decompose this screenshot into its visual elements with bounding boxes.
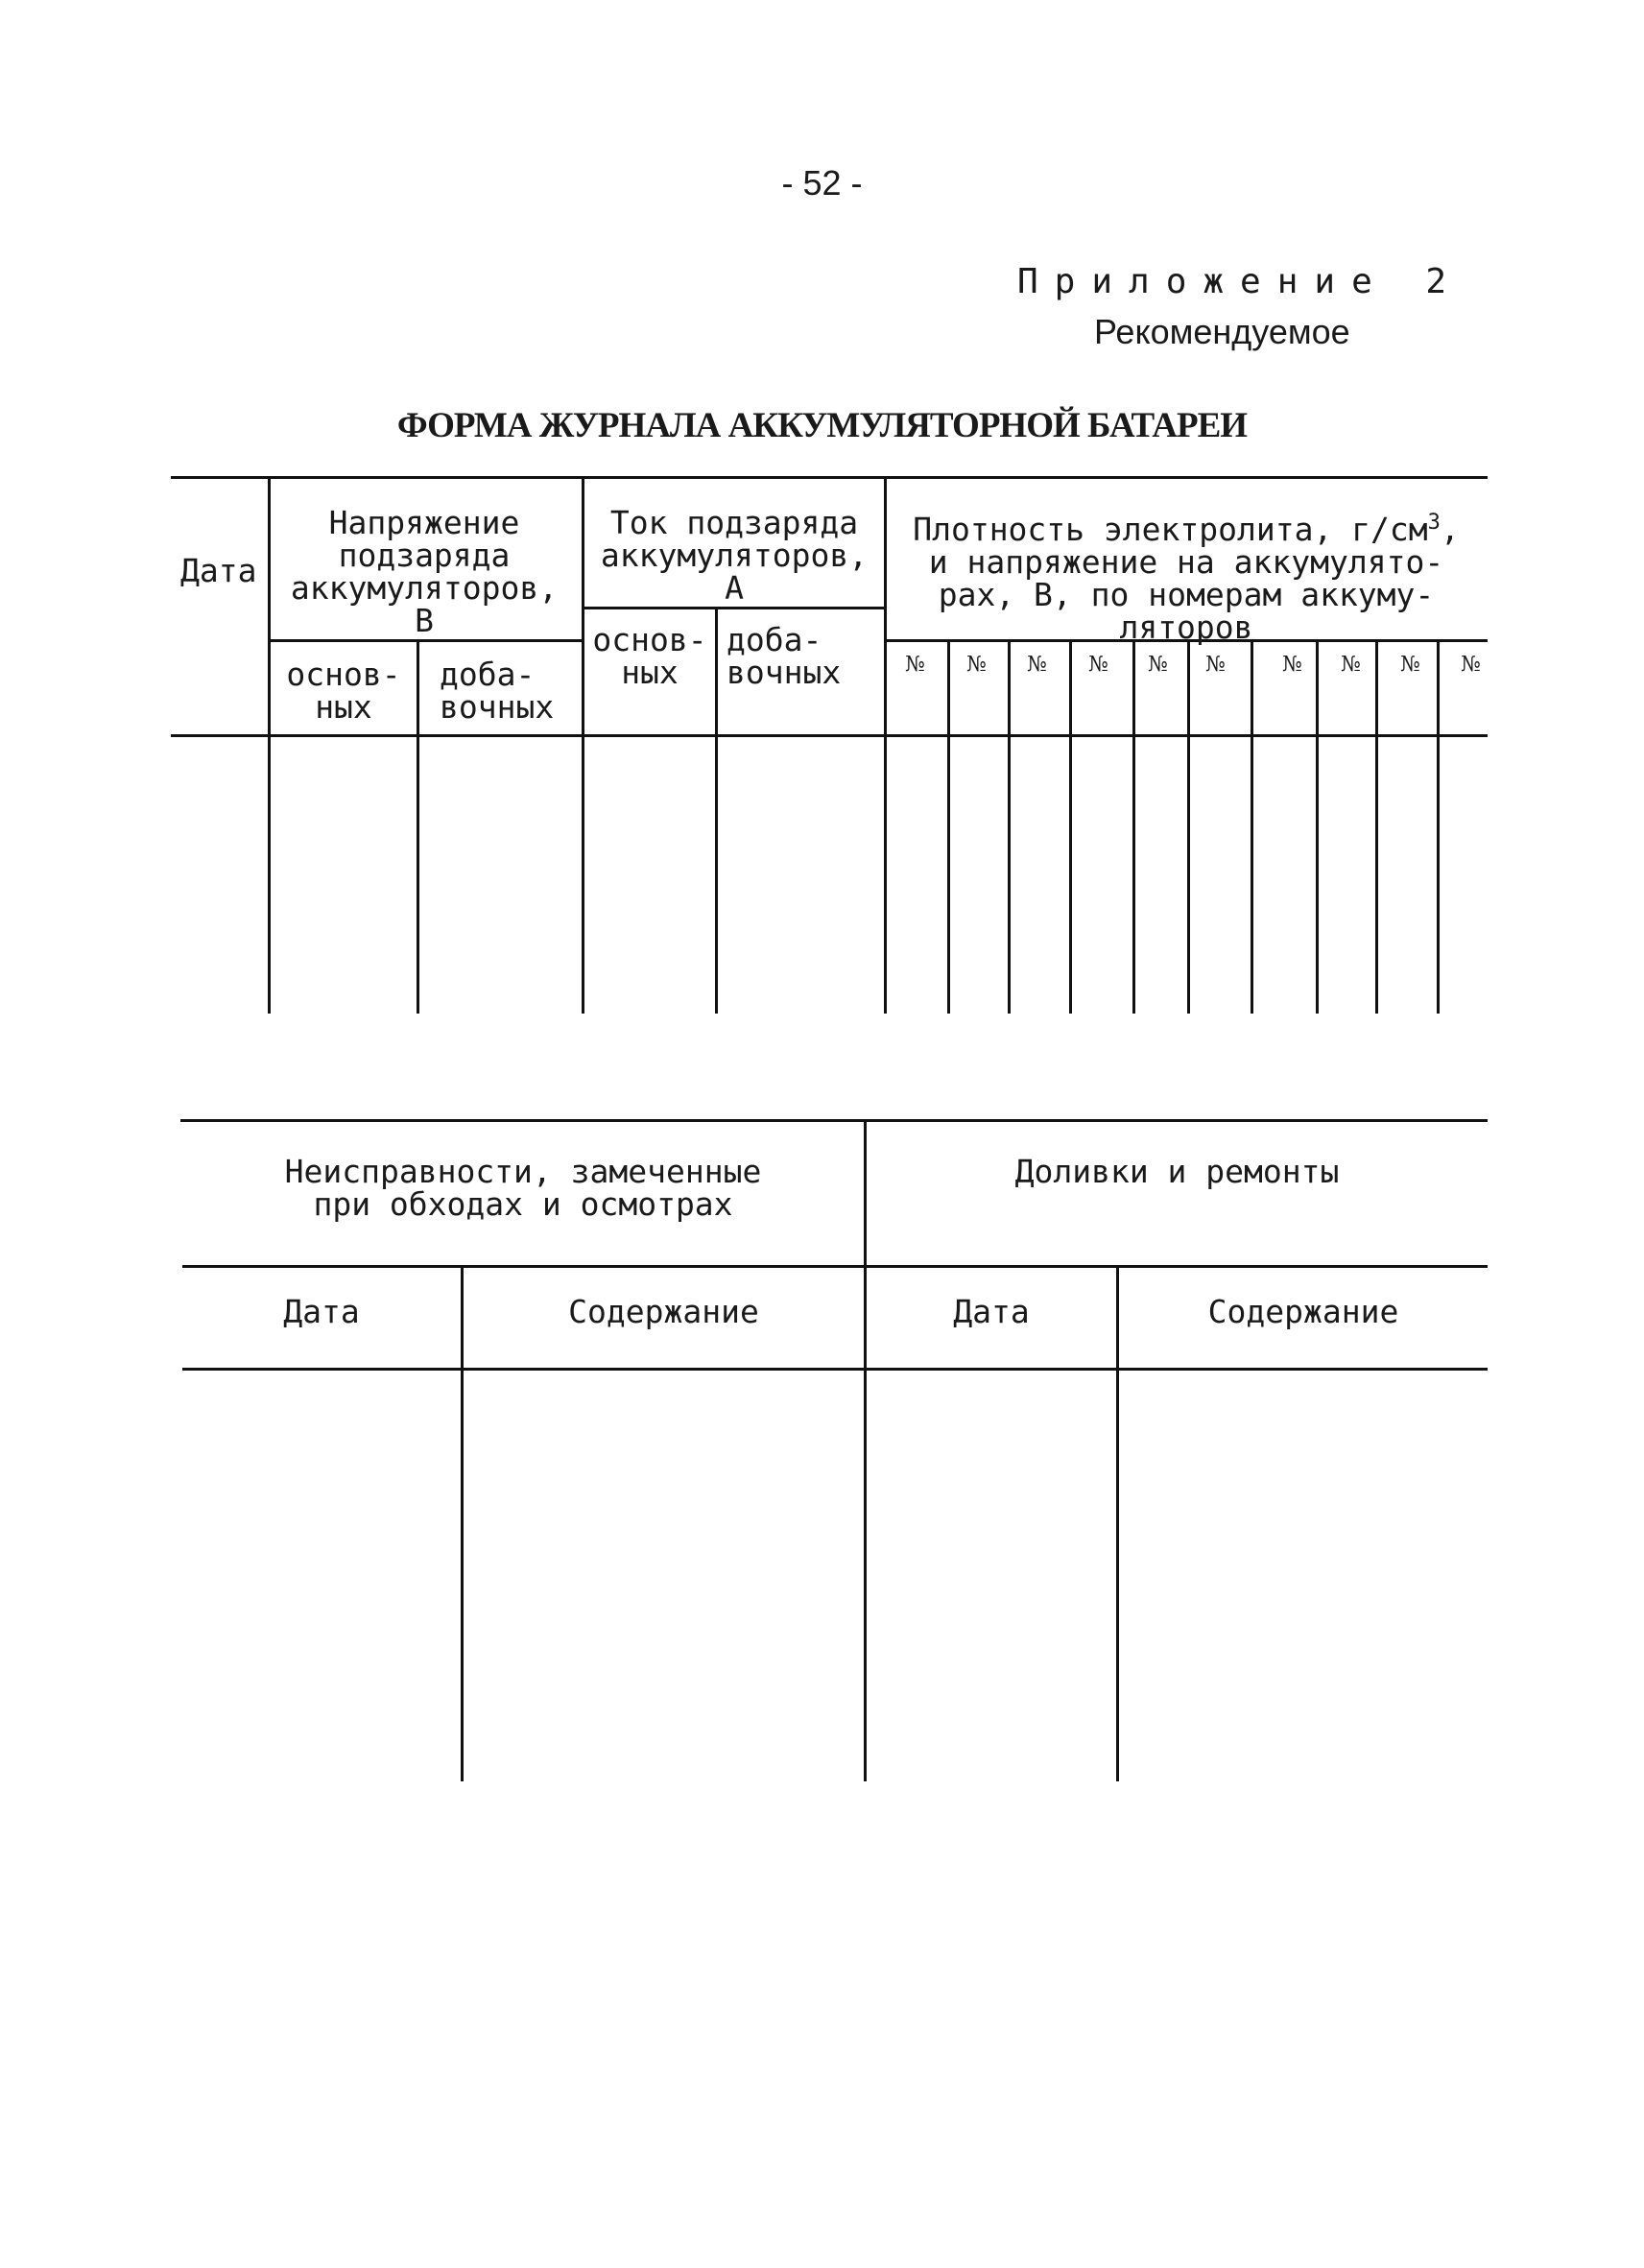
table1-col-rule [884,476,887,1014]
table2-col-rule [461,1265,464,1781]
table1-col-rule [1437,639,1440,1014]
faults-date-header: Дата [283,1293,360,1330]
table1-col-rule [1251,639,1253,1014]
table1-voltage-subrule [269,639,584,642]
battery-number-label: № [905,653,925,677]
table1-col-rule [1187,639,1190,1014]
table1-col-rule [1069,639,1072,1014]
table1-col-rule [417,639,419,1014]
table2-col-rule [1116,1265,1119,1781]
battery-number-label: № [1205,653,1226,677]
battery-number-label: № [1088,653,1108,677]
table1-current-subrule [583,607,887,609]
current-extra-subheader: доба- вочных [727,621,842,691]
table1-col-rule [947,639,950,1014]
battery-number-label: № [1027,653,1047,677]
table1-col-rule [715,607,718,1014]
faults-header: Неисправности, замеченные при обходах и осмотрах [284,1153,762,1223]
battery-journal-table [0,0,1644,1056]
density-header: Плотность электролита, $г/см^3$, и напряжение на аккумулято- рах, В, по номерам аккуму- ляторов [913,511,1460,646]
page-number: - 52 - [781,163,863,203]
battery-number-label: № [1400,653,1420,677]
appendix-status: Рекомендуемое [1094,312,1350,351]
table2-mid-rule [182,1265,1488,1268]
repairs-content-header: Содержание [1207,1293,1399,1330]
table1-col-rule [1008,639,1011,1014]
table1-col-rule [1375,639,1378,1014]
table1-header-bottom-rule [171,734,1488,737]
current-main-subheader: основ- ных [592,621,707,691]
battery-number-label: № [966,653,987,677]
table2-center-rule [864,1119,867,1781]
table2-header-bottom-rule [182,1368,1488,1371]
table1-col-rule [1316,639,1319,1014]
voltage-main-subheader: основ- ных [286,656,401,726]
voltage-header: Напряжение подзаряда аккумуляторов, В [290,504,559,639]
battery-number-label: № [1282,653,1302,677]
battery-number-label: № [1148,653,1168,677]
repairs-date-header: Дата [953,1293,1030,1330]
appendix-label: Приложение 2 [1017,262,1464,301]
faults-content-header: Содержание [568,1293,759,1330]
faults-repairs-table [0,1056,1644,1728]
battery-number-label: № [1341,653,1361,677]
table1-top-rule [171,476,1488,479]
voltage-extra-subheader: доба- вочных [440,656,555,726]
date-column-header: Дата [180,552,257,589]
table2-top-rule [180,1119,1488,1122]
current-header: Ток подзаряда аккумуляторов, А [600,504,869,607]
cubic-superscript: 3 [1427,511,1441,535]
table1-col-rule [1132,639,1135,1014]
form-title: ФОРМА ЖУРНАЛА АККУМУЛЯТОРНОЙ БАТАРЕИ [396,406,1248,445]
battery-number-label: № [1461,653,1481,677]
repairs-header: Доливки и ремонты [1014,1153,1340,1190]
